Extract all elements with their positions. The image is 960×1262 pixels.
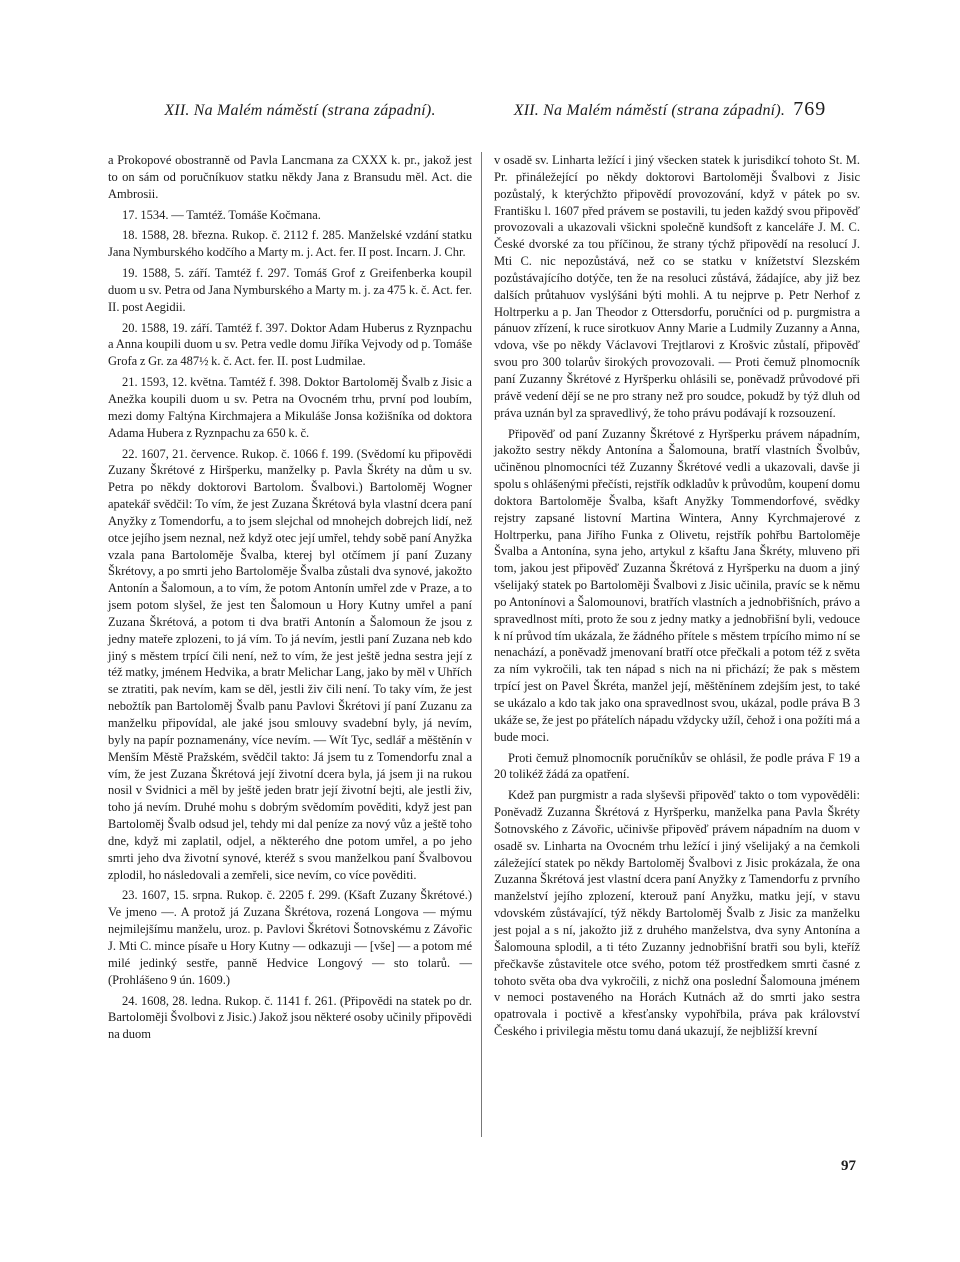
paragraph: Kdež pan purgmistr a rada slyševši připověď takto o tom vypověděli: Poněvadž Zuzanna Škrétová z Hyršperku, manželka pana Pavla Škréty Šotnovského z Závořic, učinivše připověď právem nápadním na duom v osadě sv. Linharta na Ovocném trhu ležící i jiný všelijaký a na čemkoli záležející statek po někdy Bartoloměj Švalbovi z Jisic prokázala, že ona Zuzanna Škrétová jest vlastní dcera paní Anyžky z Tamendorfu z prvního manželství jejího zplození, kterouž paní Anyžku, matku její, v stavu vdovském zůstávající, týž někdy Bartoloměj Švalb z Jisic za manželku jest pojal a s ní, jakožto již z druhého manželstva, dva syny Antonína a Šalomouna splodil, a ti této Zuzanny jednobřišní bratři sou byli, kteříž přečkavše zůstavitele otce svého, potom též prostředkem smrti časné z tohoto světa oba dva vykročili, z nichž ona poslední Šalomouna jménem v nemoci postaveného na Horách Kutnách až do smrti jako sestra opatrovala i poctivě a křesťansky vypohřbila, práva pak království Českého i privilegia městu tomu daná ukazují, že nejbližší krevní — [494, 788, 860, 1039]
signature-mark: 97 — [841, 1158, 856, 1174]
entry-22: 22. 1607, 21. července. Rukop. č. 1066 f. 199. (Svědomí ku připovědi Zuzany Škrétové z Hiršperku, manželky p. Pavla Škréty na dům u sv. Petra po někdy doktorovi Bartolom. Švalbovi.) Bartoloměj Wogner apatekář svědčil: To vím, že jest Zuzana Škrétová byla vlastní dcera paní Anyžky z Tomendorfu, a to jsem slejchal od mnohejch dobrejch lidí, než otce jejího jsem neznal, než když otec její umřel, tehdy sobě paní Anyžka vzala pana Bartoloměje Švalba, kterej byl otčímem jí paní Zuzany Škrétovy, a po smrti jeho Bartoloměje Švalba zůstali dva synové, jakožto Antonín a Šalomoun, a to vím, že potom Antonín umřel zde v Praze, a to jsem potom slyšel, že jest ten Šalomoun u Hory Kutny umřel a paní Zuzana Škrétová, a potom ti dva bratři Antonín a Šalomoun že jsou z jedny mateře zplozeni, to já vím. To já nevím, jestli paní Zuzana neb kdo jiný s městem trpící čili není, než to vím, že jest ještě jedna sestra její z též matky, jménem Hedvika, a bratr Melichar Lang, jako by měl v Uhřích se ztratiti, pak nevím, kam se děl, jestli živ čili není. To taky vím, že jest nebožtík pan Bartoloměj Švalb panu Pavlovi Škrétovi jí paní Zuzanu za manželku připovídal, ale jaké jsou smlouvy svadební byly, já nevím, byly na papír poznamenány, více nevím. — Wít Tyc, sedlář a měštěnín v Menším Městě Pražském, svědčil takto: Já jsem tu z Tomendorfu znal a vím, že jest Zuzana Škrétová její životní dcera byla, já jsem ji na rukou nosil v Svidnici a měl by ještě jeden bratr její životní bejti, ale jestli živ, toho já nevím. Druhé mohu s dobrým svědomím pověditi, když jest pan Bartoloměj Švalb odsud jel, tehdy mi dal peníze za nový vůz a ještě toho dne, když mi zaplatil, odjel, a některého dne potom umřel, a po jeho smrti jeho dva životní synové, kteréž s svou manželkou paní Švalbovou zplodil, ho následovali a zemřeli, sice nevím, co více pověditi. — [108, 446, 472, 882]
running-title-left: XII. Na Malém náměstí (strana západní). — [164, 102, 436, 119]
page-number: 769 — [793, 98, 827, 120]
paragraph-continuation: v osadě sv. Linharta ležící i jiný všecken statek k jurisdikcí tohoto St. M. Pr. přináležející po někdy doktorovi Bartoloměji Švalbovi z Jisic pozůstalý, k kterýchžto připovědí provozování, když v pátek po sv. Františku l. 1607 před právem se postavili, tu jeden každý svou připověď provozovali a ukazovali všickni společně kundšoft z kanceláře J. M. C. České dvorské za tou příčinou, že strany týchž připovědí na resolucí J. Mti C. nic nepozůstává, než co se statku v knížetství Slezském pozůstávajícího dotýče, ten že na resoluci zůstává, žádajíce, aby již bez dalších průtahuov vyslýšáni býti mohli. A tu nejprve p. Petr Nerhof z Holtrperku a p. Jan Theodor z Ottersdorfu, poručníci od p. purgmistra a pánuov zřízení, k ruce sirotkuov Anny Marie a Ludmily Zuzanny a Anna, vdova, vše po někdy Václavovi Trejtlarovi z Krošvic zůstalí, připověď svou pro 300 tolarův širokých provozovali. — Proti čemuž plnomocník paní Zuzanny Škrétové z Hyršperku ohlásili se, poněvadž průvodové při právě vedení dějí se ne pro strany než pro soudce, pokudž by týž dluh od práva uznán byl za spravedlivý, že toho právu podávají k rozsouzení. — [494, 153, 860, 420]
running-header — [116, 98, 856, 128]
right-column — [494, 152, 860, 1044]
paragraph: Připověď od paní Zuzanny Škrétové z Hyršperku právem nápadním, jakožto sestry někdy Antonína a Šalomouna, bratří vlastních Švolbův, učiněnou plnomocníci též Zuzanny Škrétové vedli a ukazovali, davše ji spolu s ohlášenými přečísti, rejstřík odkladův k průvodům, koupení domu doktora Bartoloměje Švalba, kšaft Anyžky Tommendorfové, svědky rejstry zapsané listovní Martina Wintera, Anny Kyrchmajerové z Holtrperku, pana Jiřího Funka z Olivetu, rejstřík pohřbu Bartoloměje Švalba a Antonína, syna jeho, artykul z kšaftu Jana Škréty, mluveno při tom, jakou jest připověď Zuzanna Škrétová z Hyršperku na duom a jiný všelijaký statek po Bartoloměji Švalbovi z Jisic učinila, pravíc se k němu po Antonínovi a Šalomounovi, bratřích vlastních a jednobřišních, právo a spravedlnost míti, proto že sou z jedny matky a jednobřišní byli, vedouce k ní průvod tím ukázala, že žádného přítele s městem trpícího mimo ní se nenachází, a poněvadž jmenovaní bratří otce přečkali a potom též z světa za ním vykročili, tak ten nápad s nich na ni přichází; že pak s městem trpící jest on Pavel Škréta, manžel její, měštěnínem zdejším jest, to také se ukázalo a kdo tak jako ona spravedlnost svou, ukázal, podle práva B 3 ukáže se, že jest po přátelích nápadu vždycky užíl, čehož i ona požíti má a bude moci. — [494, 426, 860, 744]
paragraph: Proti čemuž plnomocník poručníkův se ohlásil, že podle práva F 19 a 20 tolikéž žádá za opatření. — [494, 750, 860, 782]
entry-17: 17. 1534. — Tamtéž. Tomáše Kočmana. — [122, 207, 321, 222]
entry-18: 18. 1588, 28. března. Rukop. č. 2112 f. 285. Manželské vzdání statku Jana Nymburského kodčího a Marty m. j. Act. fer. II post. Incarn. J. Chr. — [108, 228, 472, 260]
entry-19: 19. 1588, 5. září. Tamtéž f. 297. Tomáš Grof z Greifenberka koupil duom u sv. Petra od Jana Nymburského a Marty m. j. za 475 k. č. Act. fer. II. post Aegidii. — [108, 266, 472, 314]
column-divider — [481, 152, 482, 1137]
entry-21: 21. 1593, 12. května. Tamtéž f. 398. Doktor Bartoloměj Švalb z Jisic a Anežka koupili duom u sv. Petra na Ovocném trhu, první pod loubím, mezi domy Faltýna Kirchmajera a Mikuláše Jonsa kožišníka od doktora Adama Hubera z Ryznpachu za 650 k. č. — [108, 375, 472, 440]
left-column — [108, 152, 472, 1047]
entry-23: 23. 1607, 15. srpna. Rukop. č. 2205 f. 299. (Kšaft Zuzany Škrétové.) Ve jmeno —. A protož já Zuzana Škrétova, rozená Longova — mýmu nejmilejšímu manželu, uroz. p. Pavlovi Škrétovi Šotnovskému z Závořic J. Mti C. mince písaře u Hory Kutny — odkazuji — [vše] — a potom mé milé jedinký sestře, panně Hedvice Longový — sto tolarů. — (Prohlášeno 9 ún. 1609.) — [108, 888, 472, 987]
running-header-right — [484, 98, 856, 121]
entry-24: 24. 1608, 28. ledna. Rukop. č. 1141 f. 261. (Připovědi na statek po dr. Bartoloměji Švolbovi z Jisic.) Jakož jsou některé osoby učinily připovědi na duom — [108, 993, 472, 1042]
running-title-right: XII. Na Malém náměstí (strana západní). — [513, 102, 786, 119]
entry-20: 20. 1588, 19. září. Tamtéž f. 397. Doktor Adam Huberus z Ryznpachu a Anna koupili duom u sv. Petra vedle domu Jiříka Vejvody od p. Tomáše Grofa z Gr. za 487½ k. č. Act. fer. II. post Ludmilae. — [108, 320, 472, 369]
paragraph-continuation: a Prokopové obostranně od Pavla Lancmana za CXXX k. pr., jakož jest to on sám od poručníkuov statku někdy Jana z Bransudu měl. Act. die Ambrosii. — [108, 153, 472, 201]
